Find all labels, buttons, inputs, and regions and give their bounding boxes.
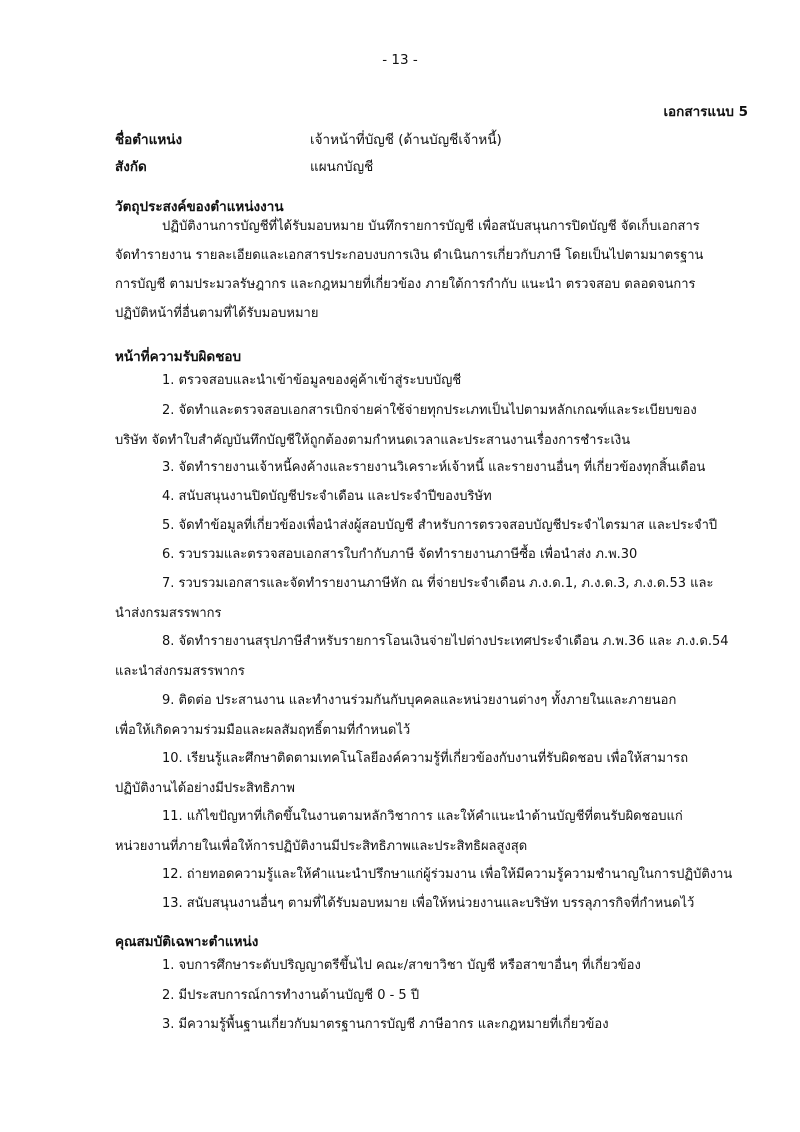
objective-line: ปฏิบัติงานการบัญชีที่ได้รับมอบหมาย บันทึกรายการบัญชี เพื่อสนับสนุนการปิดบัญชี จัดเก็บเอกสาร bbox=[162, 219, 700, 234]
objective-line: การบัญชี ตามประมวลรัษฎากร และกฎหมายที่เกี่ยวข้อง ภายใต้การกำกับ แนะนำ ตรวจสอบ ตลอดจนการ bbox=[115, 277, 696, 292]
responsibility-item bbox=[115, 744, 745, 803]
qualification-text: 3. มีความรู้พื้นฐานเกี่ยวกับมาตรฐานการบัญชี ภาษีอากร และกฎหมายที่เกี่ยวข้อง bbox=[162, 1017, 609, 1032]
department-value: แผนกบัญชี bbox=[310, 159, 374, 175]
responsibility-text: 8. จัดทำรายงานสรุปภาษีสำหรับรายการโอนเงินจ่ายไปต่างประเทศประจำเดือน ภ.พ.36 และ ภ.ง.ด.54 bbox=[162, 634, 729, 649]
responsibility-text-cont: เพื่อให้เกิดความร่วมมือและผลสัมฤทธิ์ตามที่กำหนดไว้ bbox=[115, 722, 411, 738]
department-label: สังกัด bbox=[115, 159, 147, 175]
objective-heading: วัตถุประสงค์ของตำแหน่งงาน bbox=[115, 199, 284, 215]
responsibility-text: 13. สนับสนุนงานอื่นๆ ตามที่ได้รับมอบหมาย เพื่อให้หน่วยงานและบริษัท บรรลุภารกิจที่กำหนดไว้ bbox=[162, 896, 695, 911]
responsibility-text: 2. จัดทำและตรวจสอบเอกสารเบิกจ่ายค่าใช้จ่ายทุกประเภทเป็นไปตามหลักเกณฑ์และระเบียบของ bbox=[162, 403, 697, 418]
position-label: ชื่อตำแหน่ง bbox=[115, 132, 183, 148]
responsibility-item bbox=[115, 802, 745, 861]
responsibility-item bbox=[115, 627, 745, 686]
responsibility-item bbox=[115, 511, 745, 541]
objective-paragraph bbox=[115, 212, 735, 328]
responsibility-text: 12. ถ่ายทอดความรู้และให้คำแนะนำปรึกษาแก่ผู้ร่วมงาน เพื่อให้มีความรู้ความชำนาญในการปฏิบัติงาน bbox=[162, 867, 733, 882]
responsibility-item bbox=[115, 366, 745, 396]
qualification-item bbox=[115, 1010, 745, 1040]
responsibility-item bbox=[115, 396, 745, 455]
responsibility-text: 10. เรียนรู้และศึกษาติดตามเทคโนโลยีองค์ความรู้ที่เกี่ยวข้องกับงานที่รับผิดชอบ เพื่อให้สามารถ bbox=[162, 751, 689, 766]
objective-line: จัดทำรายงาน รายละเอียดและเอกสารประกอบงบการเงิน ดำเนินการเกี่ยวกับภาษี โดยเป็นไปตามมาตรฐาน bbox=[115, 248, 704, 263]
responsibility-text: 6. รวบรวมและตรวจสอบเอกสารใบกำกับภาษี จัดทำรายงานภาษีซื้อ เพื่อนำส่ง ภ.พ.30 bbox=[162, 547, 638, 562]
responsibility-text: 5. จัดทำข้อมูลที่เกี่ยวข้องเพื่อนำส่งผู้สอบบัญชี สำหรับการตรวจสอบบัญชีประจำไตรมาส และประจำปี bbox=[162, 518, 718, 533]
responsibility-text: 11. แก้ไขปัญหาที่เกิดขึ้นในงานตามหลักวิชาการ และให้คำแนะนำด้านบัญชีที่ตนรับผิดชอบแก่ bbox=[162, 809, 683, 824]
responsibility-text: 9. ติดต่อ ประสานงาน และทำงานร่วมกันกับบุคคลและหน่วยงานต่างๆ ทั้งภายในและภายนอก bbox=[162, 693, 677, 708]
responsibility-text-cont: หน่วยงานที่ภายในเพื่อให้การปฏิบัติงานมีประสิทธิภาพและประสิทธิผลสูงสุด bbox=[115, 838, 528, 854]
position-value: เจ้าหน้าที่บัญชี (ด้านบัญชีเจ้าหนี้) bbox=[310, 132, 502, 148]
qualification-item bbox=[115, 951, 745, 981]
responsibility-item bbox=[115, 860, 745, 890]
objective-line: ปฏิบัติหน้าที่อื่นตามที่ได้รับมอบหมาย bbox=[115, 306, 319, 321]
responsibility-text-cont: และนำส่งกรมสรรพากร bbox=[115, 663, 245, 679]
responsibility-item bbox=[115, 569, 745, 628]
page-number: - 13 - bbox=[382, 52, 418, 68]
responsibility-text-cont: บริษัท จัดทำใบสำคัญบันทึกบัญชีให้ถูกต้องตามกำหนดเวลาและประสานงานเรื่องการชำระเงิน bbox=[115, 432, 631, 448]
qualifications-heading: คุณสมบัติเฉพาะตำแหน่ง bbox=[115, 934, 259, 950]
responsibility-text: 3. จัดทำรายงานเจ้าหนี้คงค้างและรายงานวิเคราะห์เจ้าหนี้ และรายงานอื่นๆ ที่เกี่ยวข้องทุกสิ้นเดือน bbox=[162, 460, 706, 475]
responsibility-item bbox=[115, 482, 745, 512]
responsibility-item bbox=[115, 540, 745, 570]
responsibility-item bbox=[115, 686, 745, 745]
responsibility-text: 4. สนับสนุนงานปิดบัญชีประจำเดือน และประจำปีของบริษัท bbox=[162, 489, 492, 504]
responsibility-text-cont: ปฏิบัติงานได้อย่างมีประสิทธิภาพ bbox=[115, 780, 295, 796]
qualification-text: 2. มีประสบการณ์การทำงานด้านบัญชี 0 - 5 ปี bbox=[162, 988, 420, 1003]
qualification-text: 1. จบการศึกษาระดับปริญญาตรีขึ้นไป คณะ/สาขาวิชา บัญชี หรือสาขาอื่นๆ ที่เกี่ยวข้อง bbox=[162, 958, 641, 973]
responsibility-text: 7. รวบรวมเอกสารและจัดทำรายงานภาษีหัก ณ ที่จ่ายประจำเดือน ภ.ง.ด.1, ภ.ง.ด.3, ภ.ง.ด.53 และ bbox=[162, 576, 714, 591]
responsibilities-heading: หน้าที่ความรับผิดชอบ bbox=[115, 349, 242, 365]
responsibility-item bbox=[115, 453, 745, 483]
responsibility-text: 1. ตรวจสอบและนำเข้าข้อมูลของคู่ค้าเข้าสู่ระบบบัญชี bbox=[162, 373, 462, 388]
responsibility-item bbox=[115, 889, 745, 919]
attachment-label: เอกสารแนบ 5 bbox=[663, 104, 748, 120]
responsibility-text-cont: นำส่งกรมสรรพากร bbox=[115, 605, 222, 621]
qualification-item bbox=[115, 981, 745, 1011]
